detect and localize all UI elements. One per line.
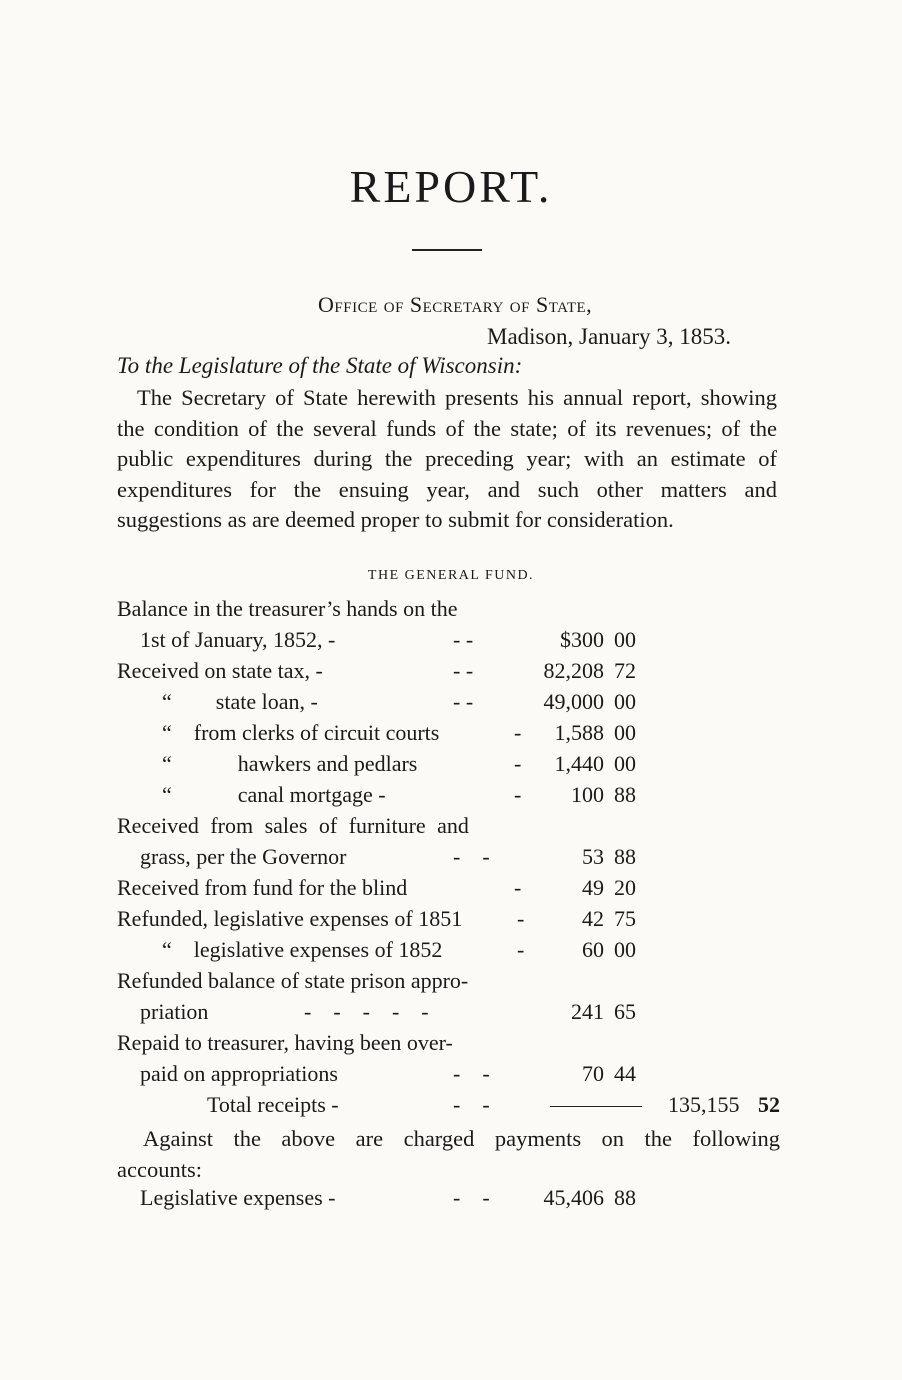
report-date: Madison, January 3, 1853. [487,324,732,349]
row-label: Refunded balance of state prison appro- [117,968,469,993]
row-cents: 00 [614,937,636,962]
row-dashes: - [514,875,522,900]
row-dashes: - [514,751,522,776]
row-dollars: 100 [571,782,604,807]
row-dashes: - [517,937,525,962]
row-label: Balance in the treasurer’s hands on the [117,596,458,621]
row-label: paid on appropriations [140,1061,338,1086]
row-label: “ from clerks of circuit courts [162,720,440,745]
row-label: Received on state tax, - [117,658,323,683]
section-heading: THE GENERAL FUND. [367,568,535,583]
row-label: “ canal mortgage - [162,782,386,807]
row-dashes: - - [453,1185,490,1210]
row-cents: 20 [614,875,636,900]
row-dollars: 1,440 [554,751,604,776]
row-cents: 88 [614,782,636,807]
row-dashes: - - - - - [304,999,429,1024]
row-label: “ hawkers and pedlars [162,751,418,776]
row-cents: 75 [614,906,636,931]
office-heading: Office of Secretary of State, [318,292,593,317]
row-dollars: 49 [582,875,604,900]
total-amount: 135,155 [668,1092,740,1117]
row-cents: 00 [614,689,636,714]
row-dollars: 45,406 [543,1185,604,1210]
row-dashes: - [514,782,522,807]
total-dashes: - - [453,1092,490,1117]
row-dashes: - - [453,844,490,869]
page-title: REPORT. [349,161,553,212]
row-label: Repaid to treasurer, having been over- [117,1030,453,1055]
row-dollars: 42 [582,906,604,931]
row-dashes: - [517,906,525,931]
row-cents: 44 [614,1061,636,1086]
row-cents: 65 [614,999,636,1024]
row-dashes: - - [453,627,474,652]
row-cents: 88 [614,1185,636,1210]
intro-text: The Secretary of State herewith presents his annual report, showing the condition of the several funds of the state; of its revenues; of the public expenditures during the preceding year; with an estimate of expenditures for the ensuing year, and such other matters and suggestions as are deemed proper to submit for consideration. [117,385,777,532]
row-dollars: 60 [582,937,604,962]
row-dollars: $300 [560,627,604,652]
row-cents: 00 [614,627,636,652]
row-dashes: - - [453,689,474,714]
against-text: Against the above are charged payments on the following accounts: [117,1126,780,1182]
row-cents: 00 [614,751,636,776]
row-dollars: 49,000 [543,689,604,714]
row-label: grass, per the Governor [140,844,347,869]
row-label: 1st of January, 1852, - [140,627,336,652]
total-label: Total receipts - [207,1092,339,1117]
row-dashes: - - [453,1061,490,1086]
row-label: Legislative expenses - [140,1185,336,1210]
row-dollars: 82,208 [543,658,604,683]
row-dollars: 241 [571,999,604,1024]
row-label: Refunded, legislative expenses of 1851 [117,906,463,931]
row-label: Received from fund for the blind [117,875,408,900]
row-dollars: 53 [582,844,604,869]
row-dollars: 1,588 [554,720,604,745]
row-label: priation [140,999,209,1024]
row-label: Received from sales of furniture and [117,813,469,838]
row-cents: 72 [614,658,636,683]
row-cents: 88 [614,844,636,869]
row-label: “ legislative expenses of 1852 [162,937,443,962]
row-dashes: - [514,720,522,745]
row-label: “ state loan, - [162,689,318,714]
row-dollars: 70 [582,1061,604,1086]
row-cents: 00 [614,720,636,745]
row-dashes: - - [453,658,474,683]
addressee: To the Legislature of the State of Wisconsin: [117,353,523,378]
total-cents: 52 [758,1092,780,1117]
